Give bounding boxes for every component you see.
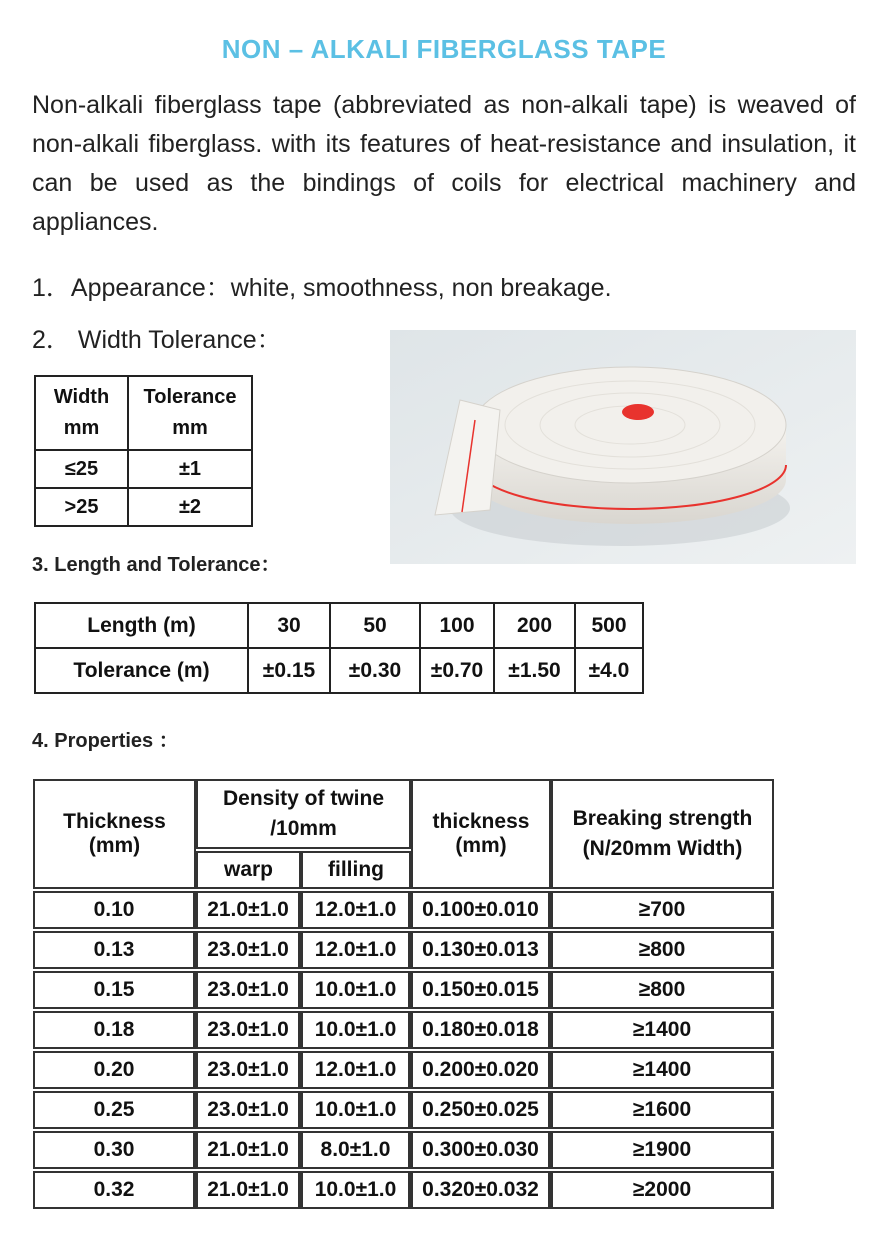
tolerance-cell: ±0.15 [248,648,330,693]
table-row [35,648,643,693]
warp-header: warp [196,851,301,889]
filling-cell: 10.0±1.0 [301,971,411,1009]
thickness-header: Thickness (mm) [33,779,196,889]
table-row [33,1051,774,1089]
tolerance-label-cell: Tolerance (m) [35,648,248,693]
tolerance-cell: ±2 [128,488,252,526]
table-row [33,891,774,929]
length-label-cell: Length (m) [35,603,248,648]
thickness-tolerance-cell: 0.250±0.025 [411,1091,551,1129]
table-row [33,971,774,1009]
thickness-cell: 0.18 [33,1011,196,1049]
intro-paragraph: Non-alkali fiberglass tape (abbreviated as non-alkali tape) is weaved of non-alkali fiberglass. with its features of heat-resistance and insulation, it can be used as the bindings of coils for electrical machinery and appliances. [32,91,856,236]
density-header: Density of twine /10mm [196,779,411,849]
table-row [33,1011,774,1049]
table-row [33,931,774,969]
length-cell: 50 [330,603,420,648]
warp-cell: 23.0±1.0 [196,1091,301,1129]
table-row [33,1171,774,1209]
thickness-cell: 0.30 [33,1131,196,1169]
table-row [35,450,252,488]
width-cell: >25 [35,488,128,526]
filling-cell: 12.0±1.0 [301,1051,411,1089]
warp-cell: 21.0±1.0 [196,891,301,929]
page-title: NON – ALKALI FIBERGLASS TAPE [221,34,667,64]
table-row [35,488,252,526]
thickness-cell: 0.25 [33,1091,196,1129]
breaking-strength-cell: ≥1400 [551,1051,774,1089]
tolerance-cell: ±1 [128,450,252,488]
width-cell: ≤25 [35,450,128,488]
breaking-strength-cell: ≥800 [551,971,774,1009]
properties-heading: 4. Properties ： [32,730,179,752]
tolerance-header: Tolerance mm [128,376,252,450]
filling-cell: 8.0±1.0 [301,1131,411,1169]
table-header-row [33,779,774,849]
thickness-tolerance-cell: 0.200±0.020 [411,1051,551,1089]
length-tolerance-table [34,602,644,694]
thickness-cell: 0.20 [33,1051,196,1089]
filling-cell: 12.0±1.0 [301,891,411,929]
length-cell: 200 [494,603,575,648]
thickness-tolerance-cell: 0.130±0.013 [411,931,551,969]
filling-cell: 10.0±1.0 [301,1011,411,1049]
length-cell: 100 [420,603,494,648]
width-tolerance-table [34,375,253,527]
breaking-strength-cell: ≥1600 [551,1091,774,1129]
tolerance-cell: ±4.0 [575,648,643,693]
properties-table [33,777,774,1211]
thickness-cell: 0.15 [33,971,196,1009]
tape-roll-photo [390,330,856,564]
thickness-cell: 0.13 [33,931,196,969]
tolerance-cell: ±0.30 [330,648,420,693]
breaking-strength-header: Breaking strength (N/20mm Width) [551,779,774,889]
breaking-strength-cell: ≥800 [551,931,774,969]
warp-cell: 23.0±1.0 [196,1051,301,1089]
warp-cell: 23.0±1.0 [196,931,301,969]
breaking-strength-cell: ≥2000 [551,1171,774,1209]
appearance-line: 1．Appearance：white, smoothness, non breakage. [32,274,612,302]
length-cell: 500 [575,603,643,648]
warp-cell: 23.0±1.0 [196,1011,301,1049]
table-row [33,1091,774,1129]
warp-cell: 21.0±1.0 [196,1171,301,1209]
thickness-cell: 0.32 [33,1171,196,1209]
table-row [33,1131,774,1169]
table-row [35,603,643,648]
thickness-tolerance-cell: 0.100±0.010 [411,891,551,929]
table-header-row [35,376,252,450]
tape-roll-image [390,330,856,564]
thickness-tolerance-cell: 0.150±0.015 [411,971,551,1009]
filling-cell: 12.0±1.0 [301,931,411,969]
width-header: Width mm [35,376,128,450]
breaking-strength-cell: ≥1900 [551,1131,774,1169]
warp-cell: 23.0±1.0 [196,971,301,1009]
properties-body [33,891,774,1209]
filling-header: filling [301,851,411,889]
thickness-tolerance-header: thickness (mm) [411,779,551,889]
length-cell: 30 [248,603,330,648]
warp-cell: 21.0±1.0 [196,1131,301,1169]
width-tolerance-heading: 2． Width Tolerance： [32,326,282,354]
tolerance-cell: ±1.50 [494,648,575,693]
breaking-strength-cell: ≥700 [551,891,774,929]
tolerance-cell: ±0.70 [420,648,494,693]
filling-cell: 10.0±1.0 [301,1171,411,1209]
thickness-tolerance-cell: 0.320±0.032 [411,1171,551,1209]
filling-cell: 10.0±1.0 [301,1091,411,1129]
breaking-strength-cell: ≥1400 [551,1011,774,1049]
thickness-tolerance-cell: 0.300±0.030 [411,1131,551,1169]
thickness-cell: 0.10 [33,891,196,929]
thickness-tolerance-cell: 0.180±0.018 [411,1011,551,1049]
length-tolerance-heading: 3. Length and Tolerance： [32,554,281,576]
